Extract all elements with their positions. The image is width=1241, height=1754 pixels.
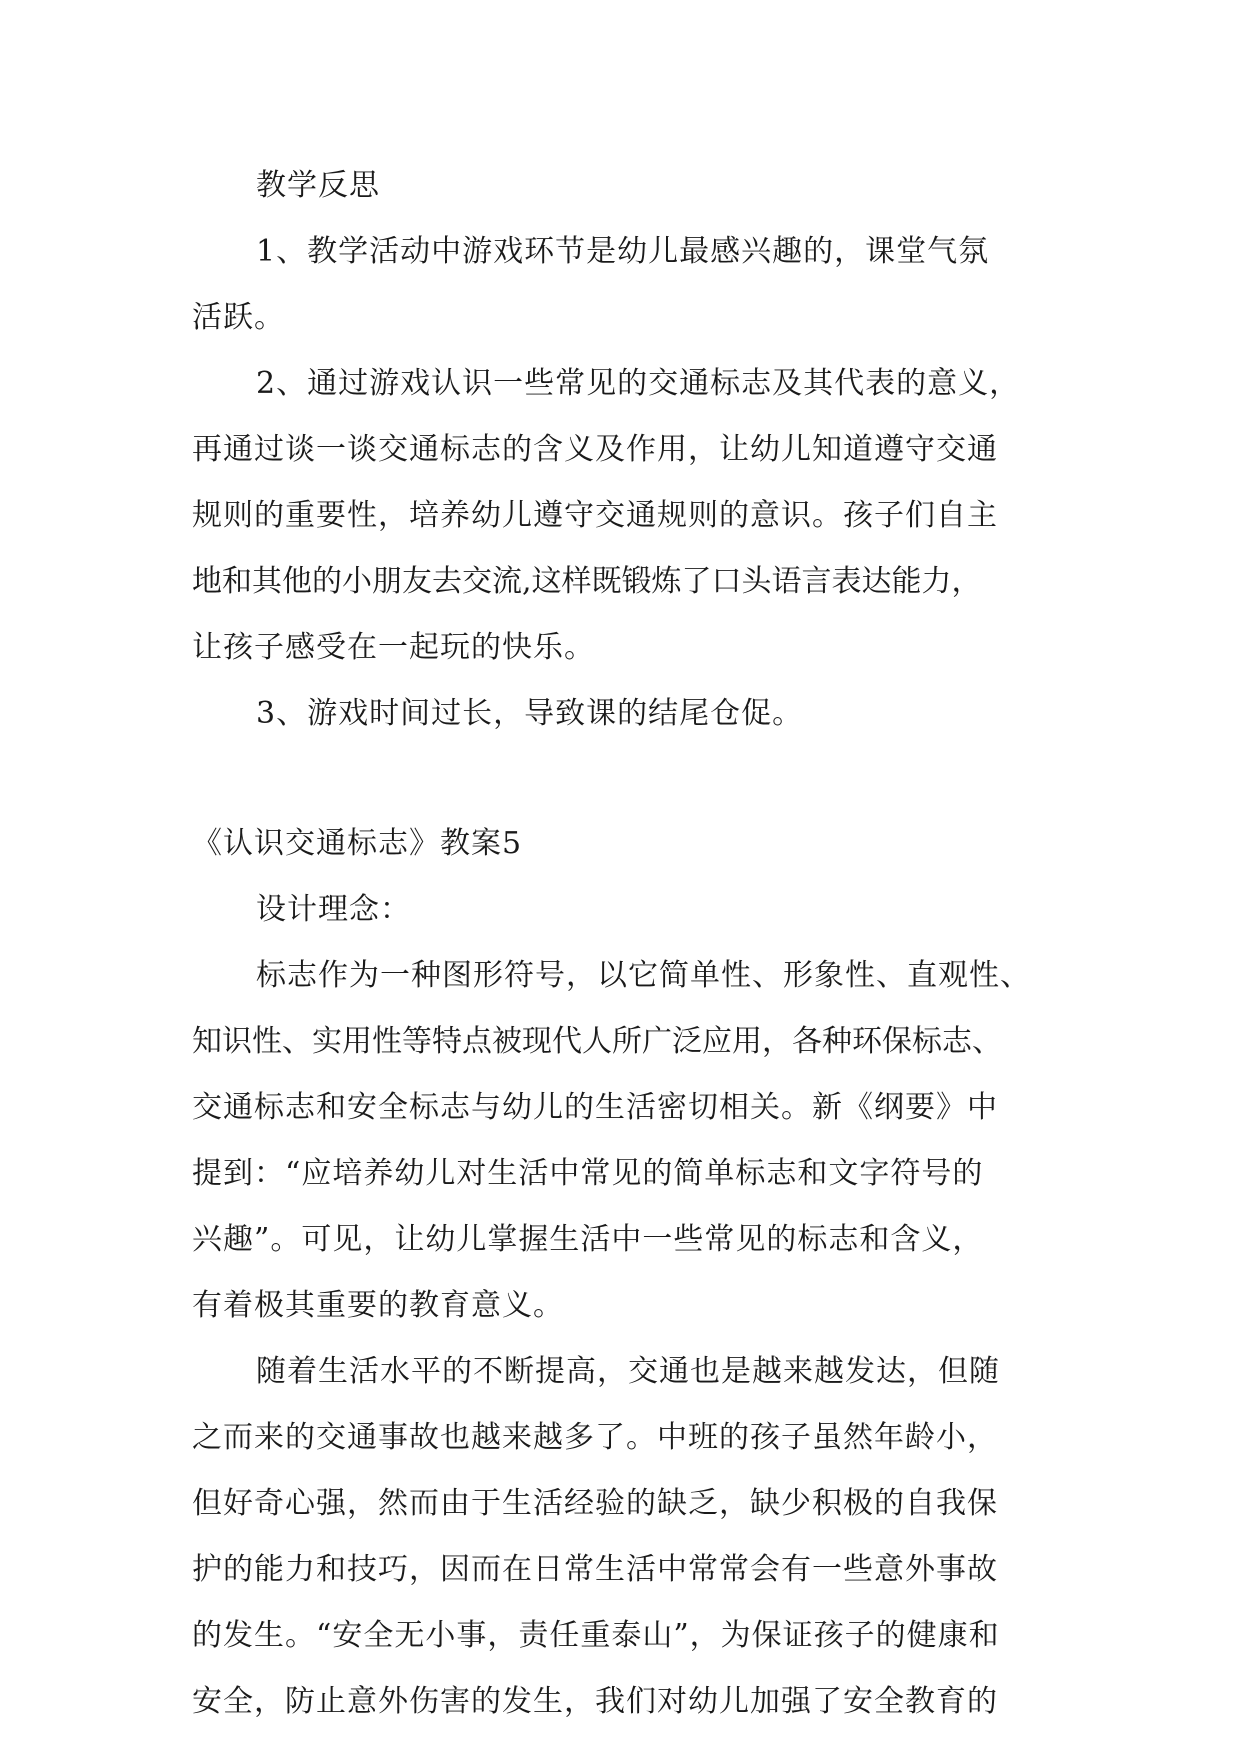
reflection-item-2-line-4: 地和其他的小朋友去交流,这样既锻炼了口头语言表达能力， [192,564,982,599]
section-heading-teaching-reflection: 教学反思 [256,168,380,203]
design-para-1-line-5: 兴趣”。可见，让幼儿掌握生活中一些常见的标志和含义， [192,1222,984,1257]
design-para-1-line-3: 交通标志和安全标志与幼儿的生活密切相关。新《纲要》中 [192,1090,998,1125]
reflection-item-2-line-5: 让孩子感受在一起玩的快乐。 [192,630,595,665]
design-para-2-line-6: 安全，防止意外伤害的发生，我们对幼儿加强了安全教育的 [192,1684,998,1719]
reflection-item-2-line-2: 再通过谈一谈交通标志的含义及作用，让幼儿知道遵守交通 [192,432,998,467]
reflection-item-2-line-1: 2、通过游戏认识一些常见的交通标志及其代表的意义， [256,366,1021,401]
reflection-item-3-line-1: 3、游戏时间过长，导致课的结尾仓促。 [256,696,804,731]
design-para-2-line-4: 护的能力和技巧，因而在日常生活中常常会有一些意外事故 [192,1552,998,1587]
design-para-1-line-1: 标志作为一种图形符号，以它简单性、形象性、直观性、 [256,958,1031,993]
design-para-2-line-2: 之而来的交通事故也越来越多了。中班的孩子虽然年龄小， [192,1420,998,1455]
reflection-item-1-line-1: 1、教学活动中游戏环节是幼儿最感兴趣的，课堂气氛 [256,234,990,269]
design-para-1-line-2: 知识性、实用性等特点被现代人所广泛应用，各种环保标志、 [192,1024,1002,1059]
reflection-item-2-line-3: 规则的重要性，培养幼儿遵守交通规则的意识。孩子们自主 [192,498,998,533]
design-para-2-line-1: 随着生活水平的不断提高，交通也是越来越发达，但随 [256,1354,1000,1389]
design-para-2-line-3: 但好奇心强，然而由于生活经验的缺乏，缺少积极的自我保 [192,1486,998,1521]
design-para-2-line-5: 的发生。“安全无小事，责任重泰山”，为保证孩子的健康和 [192,1618,1000,1653]
design-para-1-line-6: 有着极其重要的教育意义。 [192,1288,564,1323]
design-para-1-line-4: 提到：“应培养幼儿对生活中常见的简单标志和文字符号的 [192,1156,984,1191]
design-concept-heading: 设计理念： [256,892,411,927]
reflection-item-1-line-2: 活跃。 [192,300,285,335]
lesson-plan-title: 《认识交通标志》教案5 [192,826,523,861]
